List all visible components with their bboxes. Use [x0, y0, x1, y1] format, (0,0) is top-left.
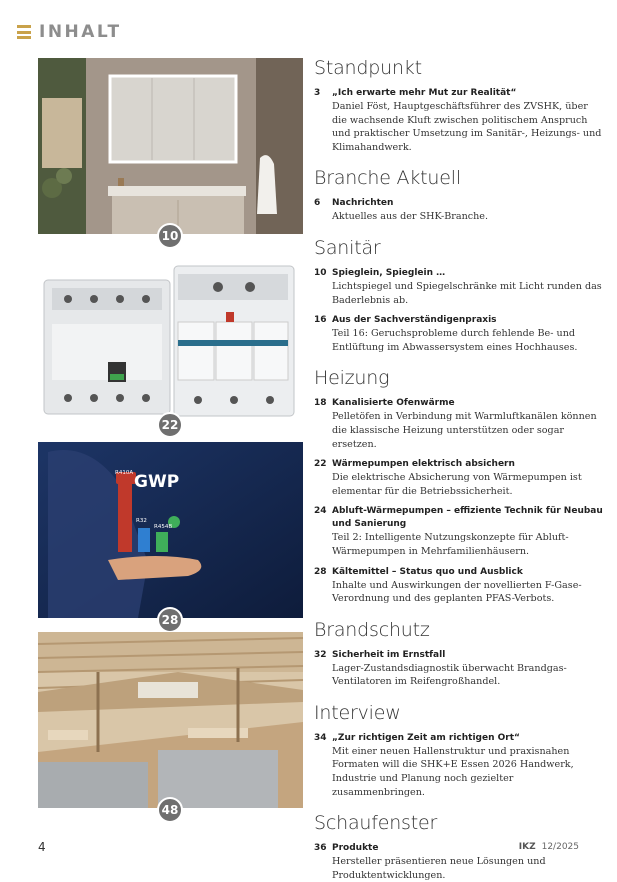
- entry-title: Nachrichten: [332, 198, 394, 209]
- entry-title: Spieglein, Spieglein …: [332, 267, 446, 278]
- section-title: Branche Aktuell: [314, 167, 461, 190]
- entry-body: [332, 197, 604, 224]
- entry-description: Aktuelles aus der SHK-Branche.: [332, 211, 489, 223]
- entry-body: [332, 87, 604, 154]
- table-of-contents: [314, 56, 604, 882]
- image-circuit-devices: [38, 262, 303, 422]
- toc-section: [314, 366, 604, 605]
- entry-description: Daniel Föst, Hauptgeschäftsführer des ZVSHK, über die wachsende Kluft zwischen politischem Anspruch und praktischer Umsetzung im Sanitär-, Heizungs- und Klimahandwerk.: [332, 101, 602, 153]
- section-title: Heizung: [314, 367, 390, 390]
- refrigerant-label: R454B: [154, 524, 173, 530]
- entry-description: Lichtspiegel und Spiegelschränke mit Licht runden das Baderlebnis ab.: [332, 280, 602, 306]
- entry-description: Pelletöfen in Verbindung mit Warmluftkanälen können die klassische Heizung unterstützen oder sogar ersetzen.: [332, 411, 597, 450]
- toc-entry[interactable]: [314, 197, 604, 224]
- page-badge: 10: [157, 223, 183, 249]
- entry-title: „Zur richtigen Zeit am richtigen Ort“: [332, 732, 520, 743]
- image-refrigerant-gwp: [38, 442, 303, 618]
- entry-title: Aus der Sachverständigenpraxis: [332, 315, 497, 326]
- toc-section: [314, 618, 604, 689]
- entry-description: Die elektrische Absicherung von Wärmepumpen ist elementar für die Betriebssicherheit.: [332, 472, 582, 497]
- entry-title: Sicherheit im Ernstfall: [332, 649, 446, 660]
- entry-title: „Ich erwarte mehr Mut zur Realität“: [332, 88, 517, 98]
- entry-body: [332, 397, 604, 451]
- section-title: Sanitär: [314, 236, 381, 259]
- entry-page-number: 18: [314, 398, 327, 409]
- entry-page-number: 36: [314, 843, 327, 854]
- magazine-name: IKZ: [518, 842, 536, 852]
- entry-body: [332, 458, 604, 498]
- entry-description: Teil 16: Geruchsprobleme durch fehlende Be- und Entlüftung im Abwassersystem eines Hochhauses.: [332, 328, 578, 353]
- entry-page-number: 24: [314, 506, 327, 517]
- page-badge: 22: [157, 412, 183, 438]
- entry-body: [332, 505, 604, 558]
- toc-entry[interactable]: [314, 505, 604, 558]
- entry-page-number: 16: [314, 315, 327, 326]
- refrigerant-label: R410A: [115, 470, 134, 476]
- entry-description: Inhalte und Auswirkungen der novellierten F-Gase-Verordnung und des geplanten PFAS-Verbots.: [332, 579, 582, 605]
- refrigerant-label: R32: [136, 518, 147, 524]
- entry-page-number: 32: [314, 649, 327, 660]
- section-header: [17, 22, 122, 42]
- header-title: INHALT: [39, 22, 122, 42]
- gwp-label: GWP: [134, 472, 180, 492]
- entry-body: [332, 267, 604, 307]
- entry-page-number: 6: [314, 198, 321, 209]
- entry-page-number: 10: [314, 267, 327, 278]
- toc-section: [314, 166, 604, 224]
- entry-page-number: 34: [314, 732, 327, 743]
- entry-page-number: 22: [314, 459, 327, 470]
- image-exhibition-hall: [38, 632, 303, 808]
- section-title: Interview: [314, 701, 401, 724]
- page-number: 4: [38, 840, 46, 854]
- toc-entry[interactable]: [314, 87, 604, 154]
- toc-entry[interactable]: [314, 267, 604, 307]
- page-badge: 48: [157, 797, 183, 823]
- toc-section: [314, 56, 604, 154]
- menu-icon: [17, 25, 31, 39]
- entry-body: [332, 649, 604, 689]
- entry-title: Abluft-Wärmepumpen – effiziente Technik für Neubau und Sanierung: [332, 506, 603, 530]
- toc-entry[interactable]: [314, 458, 604, 498]
- toc-entry[interactable]: [314, 566, 604, 606]
- toc-entry[interactable]: [314, 314, 604, 354]
- entry-body: [332, 566, 604, 606]
- entry-description: Lager-Zustandsdiagnostik überwacht Brandgas-Ventilatoren im Reifengroßhandel.: [332, 662, 567, 688]
- entry-body: [332, 732, 604, 799]
- issue-number: 12/2025: [541, 842, 579, 852]
- entry-description: Mit einer neuen Hallenstruktur und praxisnahen Formaten will die SHK+E Essen 2026 Handwerk, Industrie und Planung noch gezielter zusammenbringen.: [332, 745, 574, 798]
- entry-page-number: 28: [314, 566, 327, 577]
- entry-title: Wärmepumpen elektrisch absichern: [332, 459, 515, 470]
- toc-section: [314, 236, 604, 354]
- entry-page-number: 3: [314, 88, 321, 98]
- section-title: Schaufenster: [314, 812, 438, 835]
- entry-title: Kältemittel – Status quo und Ausblick: [332, 566, 523, 577]
- toc-entry[interactable]: [314, 649, 604, 689]
- entry-title: Produkte: [332, 843, 379, 854]
- section-title: Brandschutz: [314, 618, 430, 641]
- entry-body: [332, 314, 604, 354]
- toc-section: [314, 701, 604, 799]
- toc-entry[interactable]: [314, 397, 604, 451]
- entry-description: Hersteller präsentieren neue Lösungen und Produktentwicklungen.: [332, 856, 546, 881]
- entry-title: Kanalisierte Ofenwärme: [332, 398, 455, 409]
- magazine-issue: [519, 842, 579, 852]
- image-bathroom-mirror: [38, 58, 303, 234]
- toc-entry[interactable]: [314, 732, 604, 799]
- page-badge: 28: [157, 607, 183, 633]
- section-title: Standpunkt: [314, 57, 422, 79]
- entry-description: Teil 2: Intelligente Nutzungskonzepte für Abluft-Wärmepumpen in Mehrfamilienhäusern.: [332, 532, 569, 557]
